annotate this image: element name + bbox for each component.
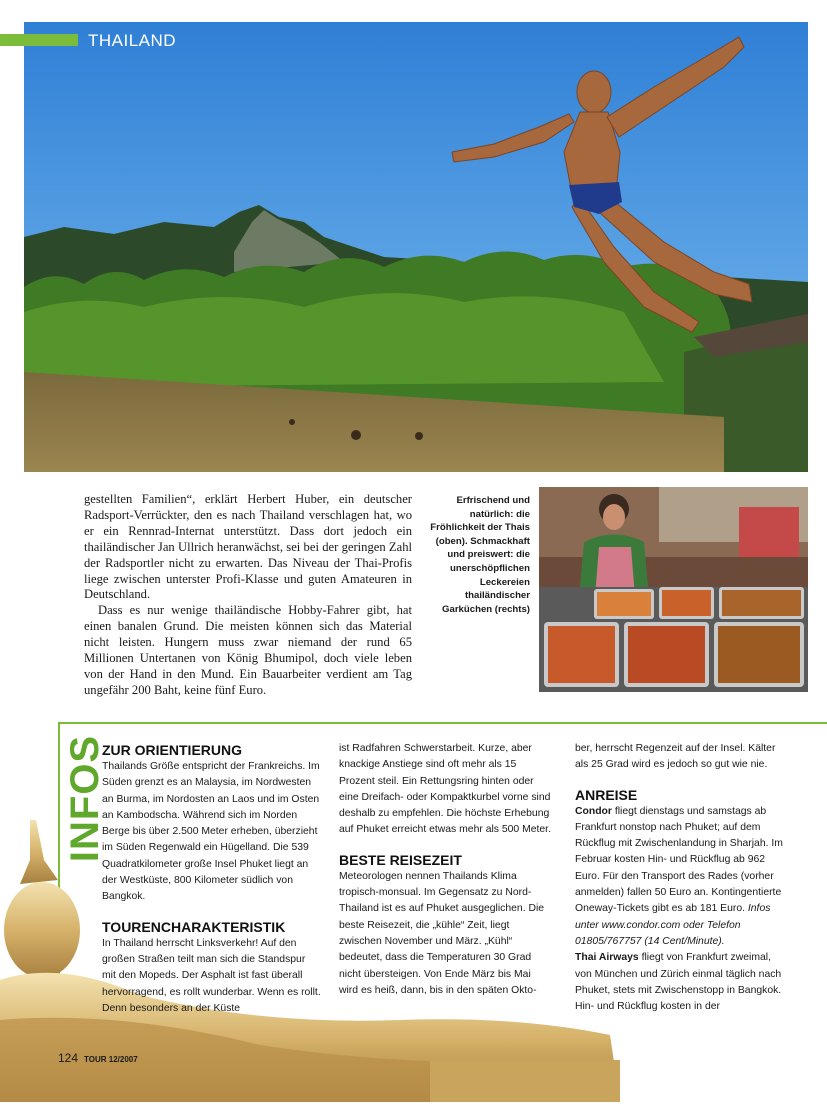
text-thai-airways: Thai Airways fliegt von Frankfurt zweimal, von München und Zürich einmal täglich nach Phuket, stets mit Zwischenstopp in Bangkok. Hin- und Rückflug kosten in der — [575, 952, 782, 1013]
magazine-issue: TOUR 12/2007 — [84, 1055, 138, 1064]
condor-contact-info: Infos unter www.condor.com oder Telefon 01805/767757 (14 Cent/Minute). — [575, 903, 771, 947]
photo-caption: Erfrischend und natürlich: die Fröhlichkeit der Thais (oben). Schmackhaft und preiswert: die unerschöpflichen Leckereien thailändischer Garküchen (rechts) — [430, 495, 530, 615]
infos-column-1 — [102, 741, 322, 1017]
page-footer — [58, 1049, 138, 1067]
infos-column-3 — [575, 741, 787, 1015]
article-paragraph: gestellten Familien“, erklärt Herbert Huber, ein deutscher Radsport-Verrückter, den es nach Thailand verschlagen hat, wo er ein Rennrad-Internat unterstützt. Dass dort jedoch ein thailändischer Jan Ullrich heranwächst, sei bei der geringen Zahl der Radsportler nicht zu erwarten. Das Niveau der Thai-Profis liege zwischen unterster Profi-Klasse und guten Amateuren in Deutschland. — [84, 492, 412, 602]
text-steigungen: ist Radfahren Schwerstarbeit. Kurze, aber knackige Anstiege sind oft mehr als 15 Prozent steil. Ein Rettungsring hinten oder eine Dreifach- oder Kompaktkurbel vorne sind deshalb zu empfehlen. Die höchste Erhebung auf Phuket erreicht etwas mehr als 500 Meter. — [339, 743, 551, 836]
food-stall-photo — [539, 487, 808, 692]
article-paragraph: Dass es nur wenige thailändische Hobby-Fahrer gibt, hat einen banalen Grund. Die meisten können sich das Material nicht leisten. Hungern muss zwar niemand der rund 65 Millionen Untertanen von König Bhumipol, doch viele leben von der Hand in den Mund. Ein Bauarbeiter verdient am Tag ungefähr 200 Baht, keine fünf Euro. — [84, 603, 412, 697]
text-orientierung: Thailands Größe entspricht der Frankreichs. Im Süden grenzt es an Malaysia, im Nordwesten an Burma, im Nordosten an Laos und im Osten an Kambodscha. Während sich im Norden Berge bis über 2.500 Meter erheben, überzieht im Süden Regenwald ein Hügelland. Die 539 Quadratkilometer große Insel Phuket liegt an der Westküste, 800 Kilometer südlich von Bangkok. — [102, 761, 320, 903]
text-tourencharakteristik: In Thailand herrscht Linksverkehr! Auf den großen Straßen teilt man sich die Standspur mit den Mopeds. Der Asphalt ist fast überall hervorragend, es rollt wunderbar. Wenn es rollt. Denn besonders an der Küste — [102, 937, 321, 1014]
heading-anreise: ANREISE — [575, 786, 638, 803]
section-tag: THAILAND — [88, 31, 177, 50]
hero-photo — [24, 22, 808, 472]
airline-condor: Condor — [575, 805, 612, 817]
infos-label-text: INFOS — [63, 734, 108, 863]
section-accent-bar — [0, 34, 78, 46]
text-anreise: Condor fliegt dienstags und samstags ab Frankfurt nonstop nach Phuket; auf dem Rückflug mit Zwischenlandung in Sharjah. Im Februar kosten Hin- und Rückflug ab 962 Euro. Für den Transport des Rades (vorher anmelden) fallen 50 Euro an. Kontingentierte Oneway-Tickets gibt es ab 181 Euro. Infos unter www.condor.com oder Telefon 01805/767757 (14 Cent/Minute). — [575, 805, 783, 947]
heading-tourencharakteristik: TOURENCHARAKTERISTIK — [102, 918, 286, 935]
heading-reisezeit: BESTE REISEZEIT — [339, 851, 462, 868]
airline-thai-airways: Thai Airways — [575, 952, 639, 964]
infos-column-2 — [339, 741, 551, 999]
page-number: 124 — [58, 1051, 79, 1065]
infos-label — [56, 734, 108, 863]
article-body — [84, 492, 412, 699]
text-reisezeit: Meteorologen nennen Thailands Klima tropisch-monsual. Im Gegensatz zu Nord-Thailand ist es auf Phuket ausgeglichen. Die beste Reisezeit, die „kühle“ Zeit, liegt zwischen November und März. „Kühl“ bedeutet, dass die Temperaturen 30 Grad nicht übersteigen. Von Ende März bis Mai wird es heiß, dann, bis in den späten Okto- — [339, 870, 545, 996]
text-regenzeit: ber, herrscht Regenzeit auf der Insel. Kälter als 25 Grad wird es jedoch so gut wie nie. — [575, 743, 776, 771]
heading-orientierung: ZUR ORIENTIERUNG — [102, 742, 242, 758]
